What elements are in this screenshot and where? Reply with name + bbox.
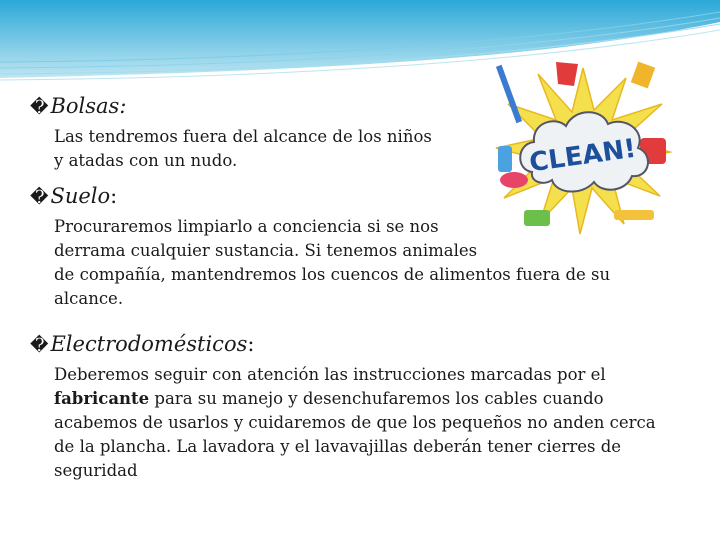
paragraph-bolsas: [54, 125, 474, 173]
heading-electrodomesticos-title: Electrodomésticos: [50, 332, 248, 356]
text-line: y atadas con un nudo.: [54, 151, 238, 170]
text-line: seguridad: [54, 461, 138, 480]
heading-bolsas-title: Bolsas:: [50, 94, 127, 118]
bullet-icon: �: [30, 97, 49, 118]
text-line: Procuraremos limpiarlo a conciencia si se nos: [54, 217, 439, 236]
text-line: Las tendremos fuera del alcance de los niños: [54, 127, 432, 146]
heading-electrodomesticos: [30, 331, 690, 359]
heading-colon: :: [110, 184, 118, 208]
heading-bolsas: [30, 93, 690, 121]
text-line: Deberemos seguir con atención las instrucciones marcadas por el: [54, 365, 606, 384]
text-line: derrama cualquier sustancia. Si tenemos animales: [54, 241, 478, 260]
text-line: de la plancha. La lavadora y el lavavajillas deberán tener cierres de: [54, 437, 622, 456]
text-line: alcance.: [54, 289, 124, 308]
text-line: acabemos de usarlos y cuidaremos de que los pequeños no anden cerca: [54, 413, 656, 432]
text-line: de compañía, mantendremos los cuencos de alimentos fuera de su: [54, 265, 611, 284]
heading-suelo: [30, 183, 690, 211]
bold-word: fabricante: [54, 389, 150, 408]
section-electrodomesticos: [30, 331, 690, 483]
bullet-icon: �: [30, 335, 49, 356]
clean-text: CLEAN!: [527, 133, 638, 179]
paragraph-suelo: [54, 215, 690, 311]
heading-suelo-title: Suelo: [50, 184, 111, 208]
content-area: [30, 90, 690, 483]
text-line: [54, 387, 690, 411]
heading-colon: :: [247, 332, 255, 356]
section-suelo: [30, 183, 690, 311]
paragraph-electrodomesticos: [54, 363, 690, 483]
text-span: para su manejo y desenchufaremos los cables cuando: [149, 389, 604, 408]
section-bolsas: [30, 93, 690, 173]
bullet-icon: �: [30, 187, 49, 208]
